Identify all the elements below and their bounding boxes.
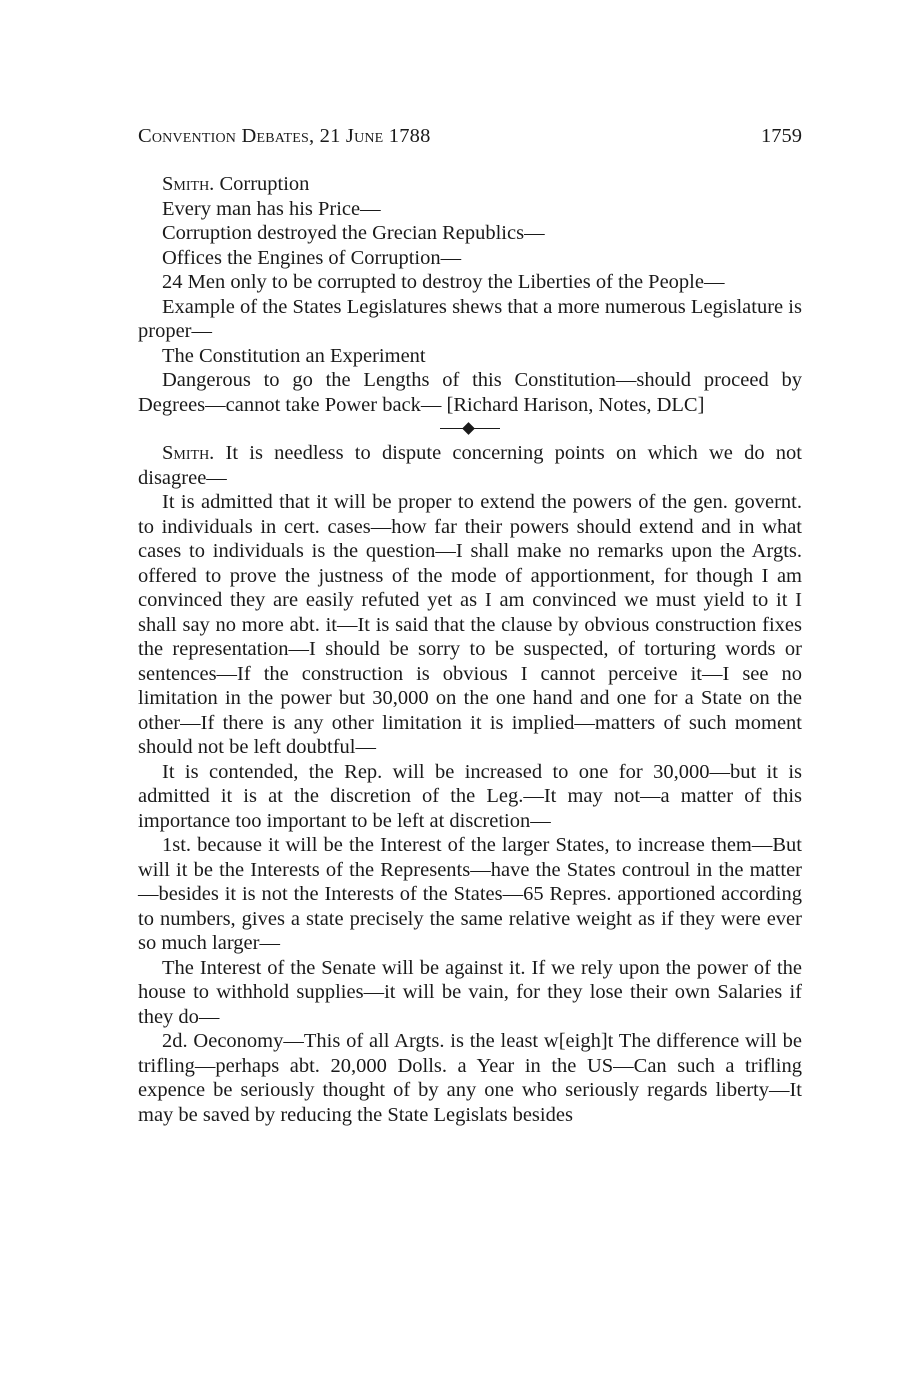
paragraph: 2d. Oeconomy—This of all Argts. is the least w[eigh]t The difference will be trifling—perhaps abt. 20,000 Dolls. a Year in the US—Can such a trifling expence be seriously thought of by any one who seriously regards liberty—It may be saved by reducing the State Legislats besides xyxy=(138,1030,802,1126)
section-divider-ornament xyxy=(138,417,802,441)
title-date-part: 1788 xyxy=(383,125,431,147)
note-line: Corruption xyxy=(219,173,310,195)
paragraph: Offices the Engines of Corruption— xyxy=(162,246,462,269)
title-smallcaps: onvention xyxy=(151,125,237,147)
speaker-name: Smith. xyxy=(162,173,215,195)
page-number: 1759 xyxy=(761,125,802,147)
title-initial: C xyxy=(138,125,152,147)
diamond-icon xyxy=(462,422,475,435)
paragraph: The Interest of the Senate will be against it. If we rely upon the power of the house to withhold supplies—it will be vain, for they lose their own Salaries if they do— xyxy=(138,956,802,1028)
running-head-title xyxy=(138,122,431,150)
title-date-part: , 21 J xyxy=(309,125,355,147)
title-date-part: une xyxy=(354,125,384,147)
paragraph: Dangerous to go the Lengths of this Constitution—should proceed by Degrees—cannot take Power back— [Richard Harison, Notes, DLC] xyxy=(138,369,802,416)
paragraph: Corruption destroyed the Grecian Republics— xyxy=(162,222,545,244)
paragraph xyxy=(138,441,802,490)
paragraph: It is contended, the Rep. will be increased to one for 30,000—but it is admitted it is at the discretion of the Leg.—It may not—a matter of this importance too important to be left at discretion— xyxy=(138,760,802,832)
title-smallcaps: ebates xyxy=(256,125,309,147)
speaker-name: Smith. xyxy=(162,442,215,464)
paragraph: 24 Men only to be corrupted to destroy the Liberties of the People— xyxy=(162,271,725,293)
paragraph: 1st. because it will be the Interest of the larger States, to increase them—But will it be the Interests of the Represents—have the States controul in the matter—besides it is not the Interests of the States—65 Repres. apportioned according to numbers, gives a state precisely the same relative weight as if they were ever so much larger— xyxy=(138,834,802,954)
page-body xyxy=(138,172,802,1127)
title-initial: D xyxy=(241,125,257,147)
paragraph: It is admitted that it will be proper to extend the powers of the gen. governt. to individuals in cert. cases—how far their powers should extend and in what cases to individuals is the question—I shall make no remarks upon the Argts. offered to prove the justness of the mode of apportionment, for though I am convinced they are easily refuted yet as I am convinced we must yield to it I shall say no more abt. it—It is said that the clause by obvious construction fixes the representation—I should be sorry to be suspected, of torturing words or sentences—If the construction is obvious I cannot perceive it—I see no limitation in the power but 30,000 on the one hand and one for a State on the other—If there is any other limitation it is implied—matters of such moment should not be left doubtful— xyxy=(138,491,802,758)
paragraph xyxy=(138,172,802,197)
running-head xyxy=(138,122,802,150)
paragraph-text: It is needless to dispute concerning points on which we do not disagree— xyxy=(138,442,803,489)
paragraph: The Constitution an Experiment xyxy=(162,344,426,367)
paragraph: Every man has his Price— xyxy=(162,197,381,220)
paragraph: Example of the States Legislatures shews that a more numerous Legislature is proper— xyxy=(138,295,802,342)
